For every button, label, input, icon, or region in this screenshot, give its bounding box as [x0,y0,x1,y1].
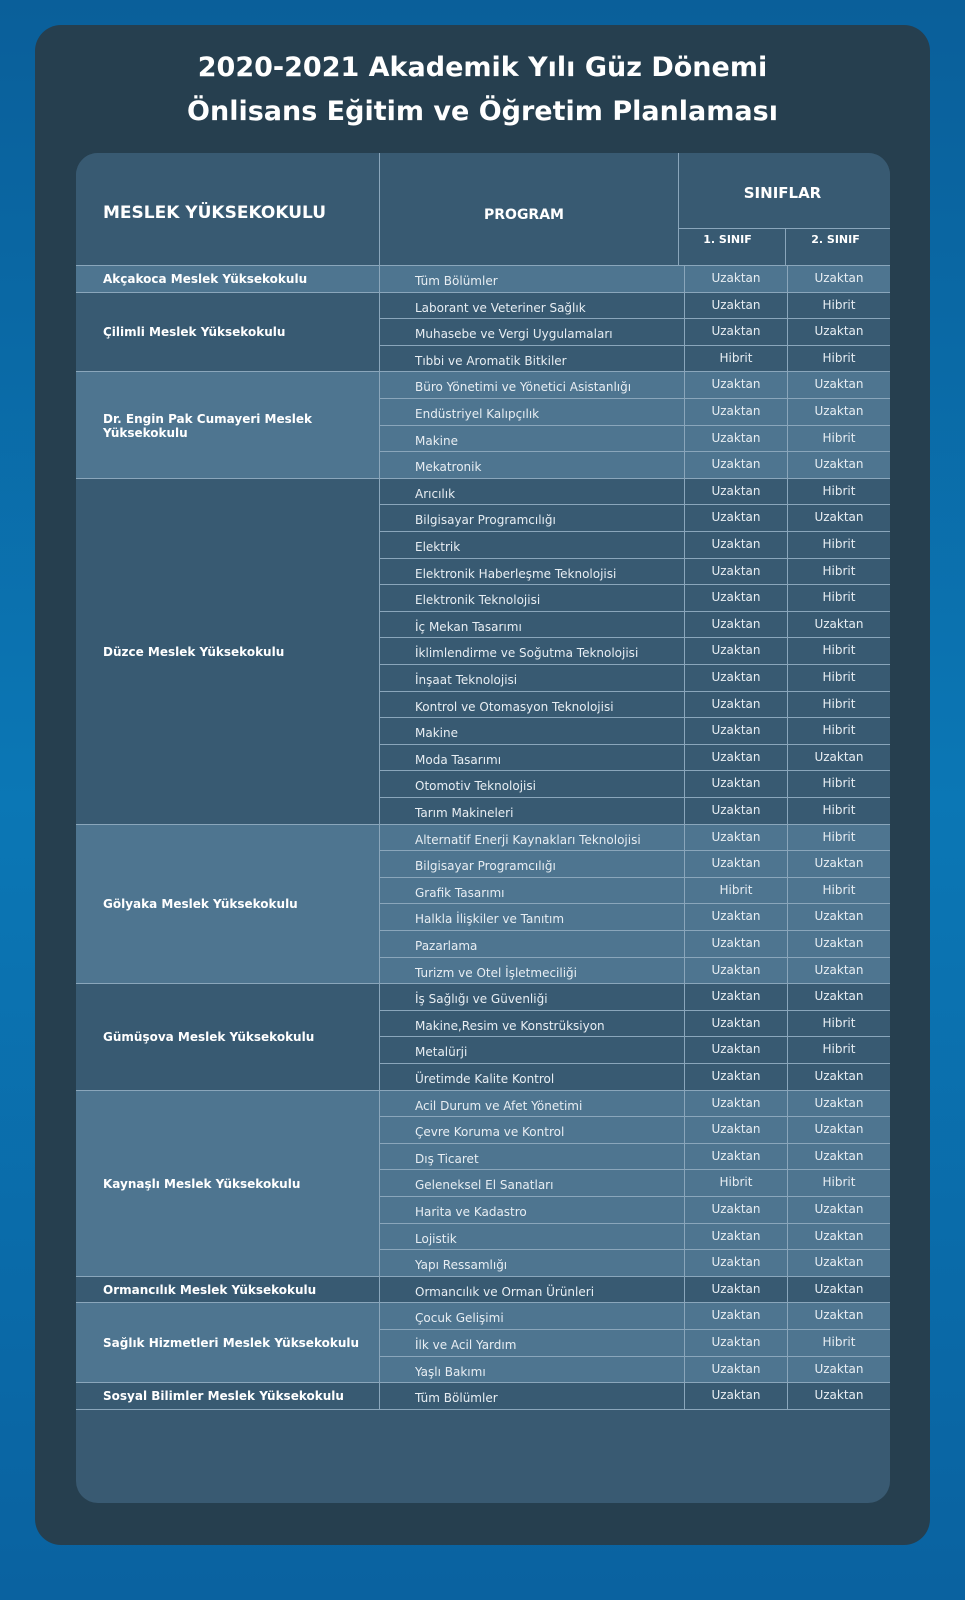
table-row [379,1011,890,1038]
table-row [379,1383,890,1410]
table-row [379,585,890,612]
school-name: Sosyal Bilimler Meslek Yüksekokulu [103,1389,344,1404]
class-2-mode: Hibrit [822,669,856,684]
table-row [379,479,890,506]
program-name: Lojistik [415,1231,457,1246]
table-row [379,1144,890,1171]
header-class-1: 1. SINIF [703,233,752,246]
table-row [379,771,890,798]
table-row [379,958,890,985]
class-2-mode: Uzaktan [814,1281,864,1296]
table-row [379,319,890,346]
class-1-mode: Uzaktan [711,829,761,844]
class-1-mode: Uzaktan [711,510,761,525]
class-1-mode: Uzaktan [711,962,761,977]
program-name: Üretimde Kalite Kontrol [415,1071,555,1086]
table-row [379,1277,890,1304]
title-line-2: Önlisans Eğitim ve Öğretim Planlaması [187,96,778,127]
class-1-mode: Uzaktan [711,1201,761,1216]
class-2-mode: Uzaktan [814,457,864,472]
class-1-mode: Uzaktan [711,430,761,445]
table-row [379,532,890,559]
class-1-mode: Uzaktan [711,297,761,312]
school-group [76,293,890,373]
table-row [379,612,890,639]
program-name: Tüm Bölümler [415,274,498,288]
table-row [379,1224,890,1251]
program-name: Geleneksel El Sanatları [415,1178,554,1193]
class-2-mode: Hibrit [822,802,856,817]
table-row [379,931,890,958]
program-name: Büro Yönetimi ve Yönetici Asistanlığı [415,380,632,395]
program-name: Elektrik [415,539,461,554]
class-1-mode: Hibrit [719,350,753,365]
table-row [379,346,890,373]
program-name: Acil Durum ve Afet Yönetimi [415,1098,583,1113]
school-name: Gümüşova Meslek Yüksekokulu [103,1030,315,1045]
school-group [76,825,890,985]
table-row [379,1170,890,1197]
table-row [379,1117,890,1144]
class-2-mode: Uzaktan [814,962,864,977]
program-name: Arıcılık [415,486,456,501]
table-row [379,904,890,931]
program-name: İnşaat Teknolojisi [415,672,518,687]
program-name: Kontrol ve Otomasyon Teknolojisi [415,699,614,714]
class-2-mode: Uzaktan [814,1201,864,1216]
table-row [379,745,890,772]
class-2-mode: Uzaktan [814,989,864,1004]
school-group [76,372,890,478]
class-2-mode: Hibrit [822,882,856,897]
program-name: Bilgisayar Programcılığı [415,513,556,528]
table-row [379,1303,890,1330]
table-row [379,559,890,586]
program-name: Tüm Bölümler [415,1391,498,1406]
program-name: Yaşlı Bakımı [415,1364,486,1379]
school-group [76,1277,890,1304]
class-1-mode: Uzaktan [711,776,761,791]
class-1-mode: Uzaktan [711,1015,761,1030]
table-row [379,665,890,692]
program-name: Ormancılık ve Orman Ürünleri [415,1284,595,1299]
program-name: Bilgisayar Programcılığı [415,859,556,874]
class-2-mode: Uzaktan [814,909,864,924]
class-2-mode: Uzaktan [814,1255,864,1270]
program-name: Çocuk Gelişimi [415,1311,504,1326]
class-2-mode: Uzaktan [814,856,864,871]
class-2-mode: Hibrit [822,590,856,605]
program-name: Çevre Koruma ve Kontrol [415,1125,565,1140]
class-1-mode: Uzaktan [711,536,761,551]
program-name: Elektronik Teknolojisi [415,593,541,608]
class-2-mode: Hibrit [822,536,856,551]
table-header [76,153,890,265]
table-row [379,1197,890,1224]
class-1-mode: Uzaktan [711,403,761,418]
program-name: Turizm ve Otel İşletmeciliği [415,965,577,980]
class-2-mode: Uzaktan [814,1148,864,1163]
table-row [379,798,890,825]
program-name: Otomotiv Teknolojisi [415,779,536,794]
class-2-mode: Hibrit [822,776,856,791]
page-title [0,46,965,134]
class-2-mode: Uzaktan [814,1228,864,1243]
class-2-mode: Hibrit [822,829,856,844]
class-1-mode: Uzaktan [711,1042,761,1057]
table-row [379,851,890,878]
class-2-mode: Uzaktan [814,616,864,631]
class-1-mode: Uzaktan [711,1334,761,1349]
school-group [76,266,890,293]
program-name: İç Mekan Tasarımı [415,619,522,634]
class-2-mode: Hibrit [822,563,856,578]
class-2-mode: Hibrit [822,350,856,365]
class-1-mode: Uzaktan [711,909,761,924]
class-2-mode: Uzaktan [814,1308,864,1323]
class-1-mode: Uzaktan [711,935,761,950]
school-name: Çilimli Meslek Yüksekokulu [103,325,286,340]
class-1-mode: Uzaktan [711,802,761,817]
table-row [379,984,890,1011]
class-1-mode: Uzaktan [711,457,761,472]
class-1-mode: Uzaktan [711,324,761,339]
school-name: Düzce Meslek Yüksekokulu [103,644,285,659]
school-group [76,1383,890,1410]
table-row [379,1064,890,1091]
class-2-mode: Uzaktan [814,1068,864,1083]
program-name: Makine [415,726,458,741]
class-1-mode: Uzaktan [711,669,761,684]
class-2-mode: Hibrit [822,723,856,738]
table-row [379,1037,890,1064]
program-name: Tıbbi ve Aromatik Bitkiler [415,353,567,368]
table-row [379,1250,890,1277]
class-1-mode: Uzaktan [711,563,761,578]
program-name: Moda Tasarımı [415,752,502,767]
class-2-mode: Uzaktan [814,377,864,392]
table-row [379,293,890,320]
title-line-1: 2020-2021 Akademik Yılı Güz Dönemi [197,52,768,83]
table-row [379,718,890,745]
header-program: PROGRAM [484,207,564,223]
school-group [76,984,890,1090]
class-2-mode: Hibrit [822,696,856,711]
table-row [379,878,890,905]
program-name: Endüstriyel Kalıpçılık [415,406,540,421]
program-name: Laborant ve Veteriner Sağlık [415,300,586,315]
class-2-mode: Hibrit [822,297,856,312]
class-2-mode: Uzaktan [814,403,864,418]
school-name: Akçakoca Meslek Yüksekokulu [103,272,308,287]
schedule-table [76,153,890,1503]
school-group [76,1091,890,1277]
program-name: Metalürji [415,1045,468,1060]
class-1-mode: Hibrit [719,1175,753,1190]
class-1-mode: Uzaktan [711,1308,761,1323]
school-name: Ormancılık Meslek Yüksekokulu [103,1283,317,1298]
class-1-mode: Uzaktan [711,643,761,658]
class-1-mode: Uzaktan [711,1148,761,1163]
table-row [379,825,890,852]
program-name: Muhasebe ve Vergi Uygulamaları [415,327,613,342]
school-name: Kaynaşlı Meslek Yüksekokulu [103,1176,301,1191]
program-name: Elektronik Haberleşme Teknolojisi [415,566,617,581]
class-2-mode: Uzaktan [814,271,864,285]
school-name: Sağlık Hizmetleri Meslek Yüksekokulu [103,1336,360,1351]
class-1-mode: Uzaktan [711,723,761,738]
program-name: Halkla İlişkiler ve Tanıtım [415,912,565,927]
class-2-mode: Uzaktan [814,749,864,764]
class-2-mode: Uzaktan [814,510,864,525]
class-2-mode: Hibrit [822,1175,856,1190]
class-2-mode: Hibrit [822,1015,856,1030]
program-name: Grafik Tasarımı [415,885,505,900]
class-1-mode: Uzaktan [711,749,761,764]
table-row [379,1357,890,1384]
program-name: Makine,Resim ve Konstrüksiyon [415,1018,605,1033]
program-name: İş Sağlığı ve Güvenliği [415,992,548,1007]
class-1-mode: Uzaktan [711,1122,761,1137]
table-row [379,505,890,532]
table-row [379,426,890,453]
program-name: Tarım Makineleri [415,805,514,820]
program-name: Dış Ticaret [415,1151,479,1166]
class-1-mode: Uzaktan [711,616,761,631]
class-1-mode: Uzaktan [711,1228,761,1243]
program-name: Makine [415,433,458,448]
table-row [379,399,890,426]
table-row [379,452,890,479]
table-row [379,372,890,399]
program-name: Yapı Ressamlığı [415,1258,508,1273]
header-classes: SINIFLAR [743,184,822,202]
class-1-mode: Uzaktan [711,1068,761,1083]
class-1-mode: Uzaktan [711,271,761,285]
program-name: Pazarlama [415,938,478,953]
class-1-mode: Uzaktan [711,1361,761,1376]
table-row [379,1330,890,1357]
program-name: Mekatronik [415,460,482,475]
class-2-mode: Uzaktan [814,1095,864,1110]
school-name: Gölyaka Meslek Yüksekokulu [103,897,298,912]
program-name: İlk ve Acil Yardım [415,1337,517,1352]
class-2-mode: Uzaktan [814,1361,864,1376]
class-2-mode: Uzaktan [814,324,864,339]
class-1-mode: Uzaktan [711,856,761,871]
school-group [76,1303,890,1383]
table-row [379,266,890,293]
class-2-mode: Uzaktan [814,935,864,950]
class-1-mode: Uzaktan [711,989,761,1004]
class-2-mode: Hibrit [822,1042,856,1057]
table-row [379,1091,890,1118]
class-2-mode: Hibrit [822,483,856,498]
school-name: Dr. Engin Pak Cumayeri Meslek Yüksekokulu [103,411,313,440]
header-class-2: 2. SINIF [811,233,860,246]
class-2-mode: Uzaktan [814,1122,864,1137]
class-1-mode: Uzaktan [711,1255,761,1270]
class-2-mode: Uzaktan [814,1388,864,1403]
class-2-mode: Hibrit [822,1334,856,1349]
table-row [379,638,890,665]
class-1-mode: Uzaktan [711,1388,761,1403]
class-2-mode: Hibrit [822,430,856,445]
class-1-mode: Uzaktan [711,696,761,711]
school-group [76,479,890,825]
class-1-mode: Uzaktan [711,377,761,392]
class-1-mode: Hibrit [719,882,753,897]
program-name: Alternatif Enerji Kaynakları Teknolojisi [415,832,641,847]
class-1-mode: Uzaktan [711,1281,761,1296]
class-2-mode: Hibrit [822,643,856,658]
program-name: Harita ve Kadastro [415,1204,527,1219]
class-1-mode: Uzaktan [711,1095,761,1110]
header-school: MESLEK YÜKSEKOKULU [103,203,327,223]
table-row [379,692,890,719]
class-1-mode: Uzaktan [711,483,761,498]
program-name: İklimlendirme ve Soğutma Teknolojisi [415,646,639,661]
class-1-mode: Uzaktan [711,590,761,605]
